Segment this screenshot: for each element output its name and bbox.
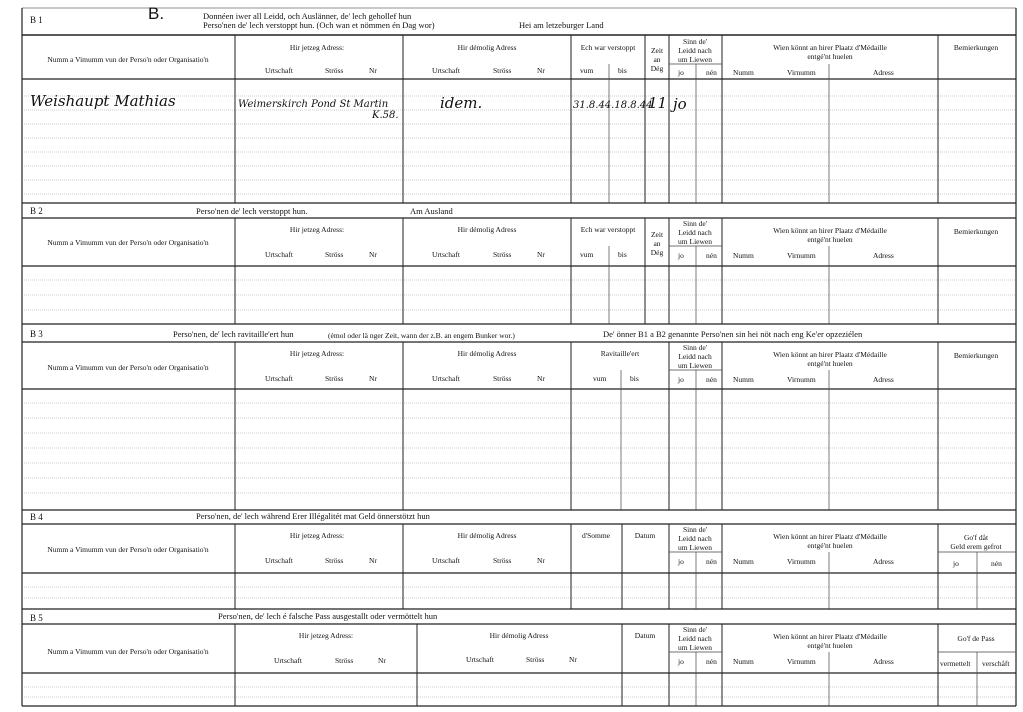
col-urtschaft: Urtschaft — [432, 66, 460, 75]
col-adress: Adress — [873, 657, 894, 666]
col-urtschaft: Urtschaft — [432, 556, 460, 565]
col-addr-old: Hir démolig Adress — [457, 43, 517, 52]
b3-title-note: (émol oder lä nger Zeit, wann der z.B. an engem Bunker wor.) — [328, 331, 515, 340]
entry-address-nr: K.58. — [372, 110, 399, 121]
col-sinn: Leidd nach — [678, 534, 712, 543]
b2-title-location: Am Ausland — [410, 206, 453, 216]
col-stross: Ströss — [325, 250, 344, 259]
col-ravitailleert: Ravitaille'ert — [600, 349, 640, 358]
col-medaille: Wien könnt an hirer Plaatz d'Médaille — [773, 632, 887, 641]
col-zeit: Dég — [650, 64, 664, 73]
col-numm: Numm — [733, 251, 754, 260]
col-jo: jo — [678, 251, 684, 260]
col-geld: Geld erem gefrot — [950, 542, 1002, 551]
col-vum: vum — [593, 374, 607, 383]
col-sinn: um Liewen — [678, 361, 712, 370]
col-verstoppt: Ech war verstoppt — [580, 225, 636, 234]
col-sinn: um Liewen — [678, 643, 712, 652]
col-medaille: Wien könnt an hirer Plaatz d'Médaille — [773, 532, 887, 541]
col-nr: Nr — [537, 556, 545, 565]
entry-old-address: idem. — [440, 94, 483, 112]
col-medaille: Wien könnt an hirer Plaatz d'Médaille — [773, 43, 887, 52]
col-nen: nén — [706, 557, 717, 566]
col-adress: Adress — [873, 251, 894, 260]
col-stross: Ströss — [493, 66, 512, 75]
col-name: Numm a Vimumm vun der Perso'n oder Organisatio'n — [47, 238, 209, 247]
col-virnumm: Virnumm — [787, 375, 816, 384]
col-bemierk: Bemierkungen — [953, 227, 999, 236]
b4-title: Perso'nen, de' lech während Erer Illégalitét mat Geld önnerstötzt hun — [196, 511, 430, 521]
b5-title: Perso'nen, de' lech é falsche Pass ausgestallt oder vermöttelt hun — [218, 611, 438, 621]
col-medaille: entgé'nt huelen — [807, 359, 853, 368]
col-sinn: Sinn de' — [682, 37, 708, 46]
col-numm: Numm — [733, 375, 754, 384]
col-nen: nén — [706, 68, 717, 77]
col-verschaft: verschåft — [982, 659, 1010, 668]
col-addr-now: Hir jetzeg Adress: — [298, 631, 354, 640]
entry-dates: 31.8.44.18.8.44. — [573, 100, 656, 111]
col-sinn: Leidd nach — [678, 228, 712, 237]
col-datum: Datum — [634, 631, 656, 640]
col-stross: Ströss — [325, 556, 344, 565]
col-stross: Ströss — [493, 556, 512, 565]
col-virnumm: Virnumm — [787, 68, 816, 77]
col-zeit: an — [653, 239, 661, 248]
col-stross: Ströss — [493, 250, 512, 259]
col-jo: jo — [678, 375, 684, 384]
col-pass: Go'f de Pass — [957, 634, 995, 643]
col-jo: jo — [953, 559, 959, 568]
col-stross: Ströss — [335, 656, 354, 665]
col-urtschaft: Urtschaft — [274, 656, 302, 665]
col-stross: Ströss — [325, 374, 344, 383]
col-jo: jo — [678, 657, 684, 666]
col-sinn: Leidd nach — [678, 634, 712, 643]
col-addr-old: Hir démolig Adress — [457, 349, 517, 358]
section-id-b1: B 1 — [30, 15, 43, 25]
entry-alive-jo: jo — [673, 95, 687, 113]
col-medaille: Wien könnt an hirer Plaatz d'Médaille — [773, 350, 887, 359]
col-nr: Nr — [369, 66, 377, 75]
col-medaille: entgé'nt huelen — [807, 52, 853, 61]
col-zeit: Zeit — [650, 230, 664, 239]
col-bemierk: Bemierkungen — [953, 351, 999, 360]
col-zeit: Zeit — [650, 46, 664, 55]
col-vum: vum — [580, 66, 594, 75]
col-vermettelt: vermettelt — [940, 659, 971, 668]
col-medaille: Wien könnt an hirer Plaatz d'Médaille — [773, 226, 887, 235]
col-verstoppt: Ech war verstoppt — [580, 43, 636, 52]
col-stross: Ströss — [493, 374, 512, 383]
col-sinn: Leidd nach — [678, 46, 712, 55]
col-nr: Nr — [569, 655, 577, 664]
col-bis: bis — [618, 250, 627, 259]
col-nr: Nr — [537, 374, 545, 383]
b1-title-line2: Perso'nen de' lech verstoppt hun. (Och wan et nömmen én Dag wor) — [203, 20, 435, 30]
col-urtschaft: Urtschaft — [432, 250, 460, 259]
entry-address: Weimerskirch Pond St Martin — [238, 99, 389, 110]
entry-days: 11 — [648, 94, 668, 112]
col-nr: Nr — [537, 250, 545, 259]
col-name: Numm a Vimumm vun der Perso'n oder Organisatio'n — [47, 55, 209, 64]
col-nr: Nr — [537, 66, 545, 75]
col-urtschaft: Urtschaft — [432, 374, 460, 383]
col-sinn: Sinn de' — [682, 625, 708, 634]
col-urtschaft: Urtschaft — [265, 374, 293, 383]
col-addr-now: Hir jetzeg Adress: — [289, 225, 345, 234]
col-datum: Datum — [634, 531, 656, 540]
col-bis: bis — [630, 374, 639, 383]
col-zeit: Dég — [650, 248, 664, 257]
col-addr-old: Hir démolig Adress — [489, 631, 549, 640]
col-adress: Adress — [873, 557, 894, 566]
col-vum: vum — [580, 250, 594, 259]
col-adress: Adress — [873, 375, 894, 384]
col-name: Numm a Vimumm vun der Perso'n oder Organisatio'n — [47, 363, 209, 372]
col-urtschaft: Urtschaft — [265, 250, 293, 259]
col-adress: Adress — [873, 68, 894, 77]
col-sinn: um Liewen — [678, 55, 712, 64]
col-nr: Nr — [369, 374, 377, 383]
col-numm: Numm — [733, 557, 754, 566]
col-addr-now: Hir jetzeg Adress: — [289, 43, 345, 52]
section-id-b3: B 3 — [30, 329, 43, 339]
b3-title-remark: De' önner B1 a B2 genannte Perso'nen sin hei nöt nach eng Ke'er opzeziélen — [603, 329, 863, 339]
entry-name: Weishaupt Mathias — [30, 92, 176, 110]
col-virnumm: Virnumm — [787, 251, 816, 260]
col-somme: d'Somme — [581, 531, 611, 540]
section-id-b2: B 2 — [30, 206, 43, 216]
col-nen: nén — [706, 251, 717, 260]
col-name: Numm a Vimumm vun der Perso'n oder Organisatio'n — [47, 545, 209, 554]
col-medaille: entgé'nt huelen — [807, 541, 853, 550]
col-nr: Nr — [369, 250, 377, 259]
col-nen: nén — [991, 559, 1002, 568]
col-sinn: Sinn de' — [682, 219, 708, 228]
col-jo: jo — [678, 68, 684, 77]
col-urtschaft: Urtschaft — [466, 655, 494, 664]
col-addr-now: Hir jetzeg Adress: — [289, 531, 345, 540]
col-geld: Go'f dåt — [963, 533, 989, 542]
b2-title: Perso'nen de' lech verstoppt hun. — [196, 206, 308, 216]
col-numm: Numm — [733, 657, 754, 666]
col-zeit: an — [653, 55, 661, 64]
col-medaille: entgé'nt huelen — [807, 235, 853, 244]
col-addr-old: Hir démolig Adress — [457, 531, 517, 540]
b1-title-line1: Donnéen iwer all Leidd, och Auslänner, de' lech gehollef hun — [203, 11, 412, 21]
col-urtschaft: Urtschaft — [265, 556, 293, 565]
section-id-b4: B 4 — [30, 512, 43, 522]
col-nen: nén — [706, 375, 717, 384]
section-id-b5: B 5 — [30, 613, 43, 623]
col-nr: Nr — [378, 656, 386, 665]
col-nen: nén — [706, 657, 717, 666]
col-stross: Ströss — [325, 66, 344, 75]
col-bemierk: Bemierkungen — [953, 43, 999, 52]
col-bis: bis — [618, 66, 627, 75]
col-sinn: Leidd nach — [678, 352, 712, 361]
col-stross: Ströss — [526, 655, 545, 664]
col-sinn: um Liewen — [678, 237, 712, 246]
col-addr-old: Hir démolig Adress — [457, 225, 517, 234]
col-virnumm: Virnumm — [787, 657, 816, 666]
col-urtschaft: Urtschaft — [265, 66, 293, 75]
col-sinn: um Liewen — [678, 543, 712, 552]
col-name: Numm a Vimumm vun der Perso'n oder Organisatio'n — [47, 647, 209, 656]
col-nr: Nr — [369, 556, 377, 565]
col-sinn: Sinn de' — [682, 343, 708, 352]
col-numm: Numm — [733, 68, 754, 77]
col-jo: jo — [678, 557, 684, 566]
col-sinn: Sinn de' — [682, 525, 708, 534]
b1-title-line2-location: Hei am letzeburger Land — [519, 20, 604, 30]
col-addr-now: Hir jetzeg Adress: — [289, 349, 345, 358]
form-letter: B. — [148, 4, 165, 23]
col-medaille: entgé'nt huelen — [807, 641, 853, 650]
col-virnumm: Virnumm — [787, 557, 816, 566]
b3-title: Perso'nen, de' lech ravitaille'ert hun — [173, 329, 294, 339]
